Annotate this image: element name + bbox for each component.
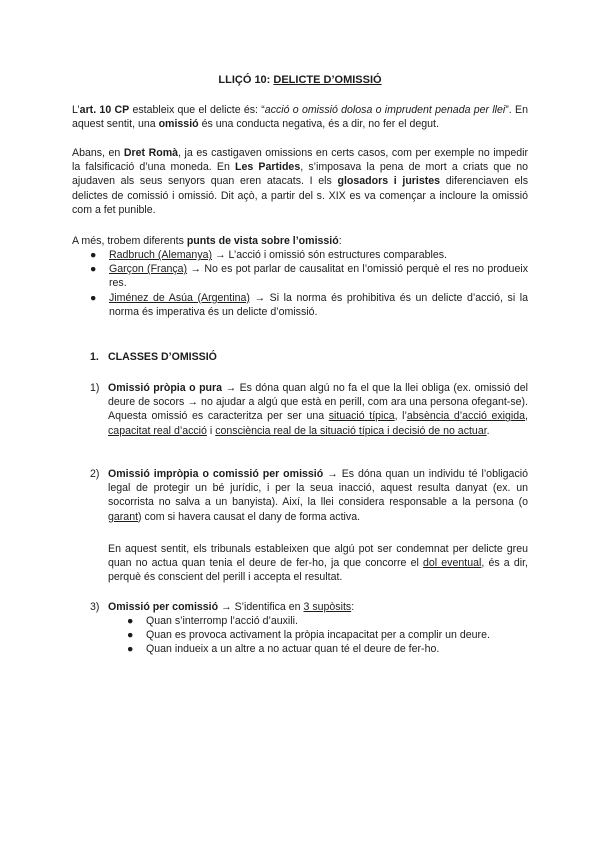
title-underlined: DELICTE D’OMISSIÓ	[273, 74, 382, 86]
p1-art: art. 10 CP	[79, 104, 130, 116]
item2-t1: → Es dóna quan un individu té l’obligació legal de protegir un bé jurídic, i per la seua inacció, aquest resulta danyat (ex. un socorrista no salva a un banyista). Així, la llei considera responsable a la persona (o	[108, 468, 528, 509]
list-item	[126, 628, 528, 642]
item1-t2: , l’	[394, 410, 407, 423]
item3-t1: → S’identifica en	[218, 601, 304, 613]
item2-p2b: , és a dir, perquè és conscient del perill i accepta el resultat.	[108, 557, 528, 584]
p3-a: A més, trobem diferents	[72, 235, 187, 247]
item1-t5: .	[486, 424, 490, 437]
bullet-icon: ●	[90, 249, 97, 261]
sub-text: Quan s’interromp l’acció d’auxili.	[146, 615, 298, 627]
item-omissio-per-comissio	[108, 600, 528, 614]
item2-t2: ) com si havera causat el dany de forma activa.	[138, 510, 361, 523]
view-author: Garçon (França)	[109, 263, 188, 276]
item-number: 1)	[90, 382, 100, 394]
section-number: 1.	[90, 351, 99, 363]
item2-dol-eventual: dol eventual	[423, 557, 482, 570]
section-heading	[90, 350, 99, 364]
p3-bold: punts de vista sobre l’omissió	[186, 235, 339, 247]
item-number: 2)	[90, 468, 100, 480]
list-item	[89, 262, 528, 290]
bullet-icon: ●	[90, 291, 97, 304]
item3-suposits: 3 supòsits	[303, 601, 352, 613]
item1-t4: i	[206, 424, 216, 437]
item2-p2a: En aquest sentit, els tribunals estableixen que algú pot ser condemnat per delicte greu quan no actua quan tenia el deure de fer-ho, ja que concorre el	[108, 543, 528, 570]
item1-title: Omissió pròpia o pura	[108, 382, 223, 394]
list-item	[89, 291, 528, 319]
item1-t3: ,	[525, 410, 528, 423]
p1-g: és una conducta negativa, és a dir, no fer el degut.	[198, 118, 439, 131]
paragraph-history	[72, 146, 528, 217]
p2-a: Abans, en	[72, 147, 124, 159]
p2-dret-roma: Dret Romà	[123, 147, 179, 159]
bullet-icon: ●	[127, 629, 134, 642]
bullet-icon: ●	[127, 643, 134, 656]
p2-g: diferenciaven els delictes de comissió i omissió. Dit açò, a partir del s. XIX es va començar a incloure la omissió com a fet punible.	[72, 175, 528, 216]
p2-partides: Les Partides	[235, 161, 301, 174]
item-number: 3)	[90, 601, 100, 613]
p3-c: :	[338, 235, 342, 247]
item3-t2: :	[351, 601, 355, 613]
sub-text: Quan es provoca activament la pròpia incapacitat per a complir un deure.	[146, 629, 490, 642]
p2-glosadors: glosadors i juristes	[337, 175, 441, 188]
p1-quote: acció o omissió dolosa o imprudent penada per llei	[264, 104, 506, 116]
suposits-list	[126, 614, 528, 657]
sub-text: Quan indueix a un altre a no actuar quan té el deure de fer-ho.	[146, 643, 440, 656]
view-text: → No es pot parlar de causalitat en l’omissió perquè el res no produeix res.	[109, 263, 528, 290]
p1-e: ”. En aquest sentit, una	[72, 104, 528, 131]
list-item	[89, 248, 528, 262]
view-text: → Si la norma és prohibitiva és un delicte d’acció, si la norma és imperativa és un delicte d’omissió.	[109, 291, 528, 318]
p2-e: , s’imposava la pena de mort a criats que no ajudaven als seus senyors quan eren atacats. I els	[72, 161, 528, 188]
item-omissio-propia	[108, 381, 528, 438]
item1-u4: consciència real de la situació típica i decisió de no actuar	[215, 424, 487, 437]
list-item	[126, 642, 528, 656]
list-item	[126, 614, 528, 628]
view-author: Jiménez de Asúa (Argentina)	[109, 291, 250, 304]
paragraph-definition	[72, 103, 528, 131]
p2-c: , ja es castigaven omissions en certs casos, com per exemple no impedir la falsificació d’una moneda. En	[72, 147, 529, 174]
view-text: → L’acció i omissió són estructures comparables.	[212, 249, 447, 261]
bullet-icon: ●	[127, 615, 134, 627]
section-title	[108, 350, 217, 364]
p1-c: estableix que el delicte és: “	[129, 104, 265, 116]
item1-u2: absència d’acció exigida	[406, 410, 526, 423]
views-list	[89, 248, 528, 319]
view-author: Radbruch (Alemanya)	[109, 249, 213, 261]
bullet-icon: ●	[90, 263, 97, 276]
item1-u1: situació típica	[328, 410, 395, 423]
p1-a: L’	[72, 104, 80, 116]
item2-title: Omissió impròpia o comissió per omissió	[108, 468, 324, 480]
item2-garant: garant	[108, 510, 139, 523]
item1-t1: → Es dóna quan algú no fa el que la llei obliga (ex. omissió del deure de socors → no ajudar a algú que està en perill, com ara una persona ofegant-se). Aquesta omissió es caracteritza per ser una	[108, 382, 528, 423]
page-title	[0, 73, 600, 87]
paragraph-views-intro	[72, 234, 528, 248]
section-title-text: CLASSES D’OMISSIÓ	[108, 351, 217, 363]
item1-u3: capacitat real d’acció	[108, 424, 207, 437]
item2-paragraph-2	[108, 542, 528, 585]
p1-omissio: omissió	[158, 118, 199, 131]
title-prefix: LLIÇÓ 10:	[218, 74, 274, 86]
item-omissio-impropia	[108, 467, 528, 524]
item3-title: Omissió per comissió	[108, 601, 219, 613]
